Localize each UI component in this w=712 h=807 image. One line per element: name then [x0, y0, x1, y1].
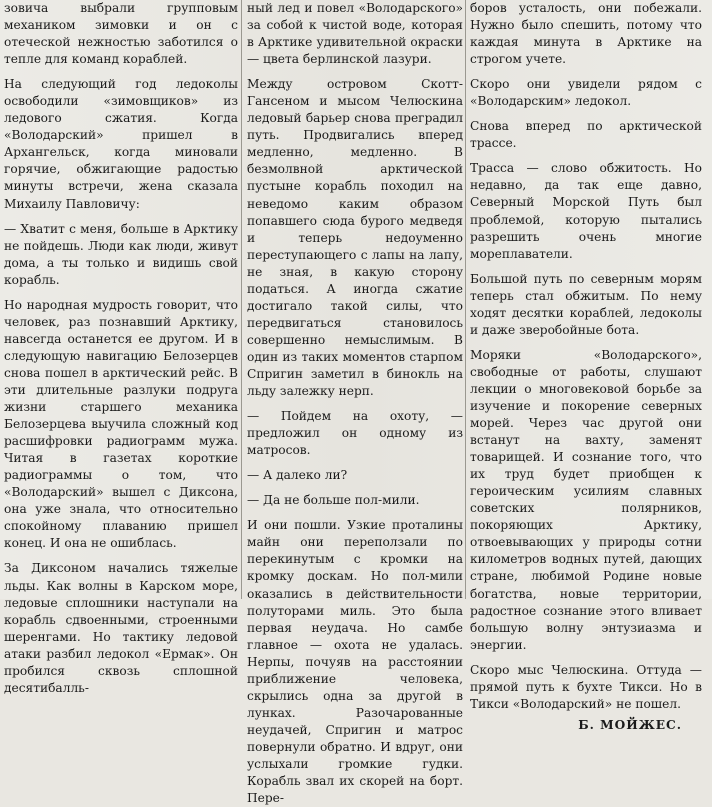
article-column-2 — [247, 0, 463, 806]
column-divider — [465, 0, 466, 599]
article-column-1 — [4, 0, 238, 695]
paragraph: На следующий год ледоколы освободили «зимовщиков» из ледового сжатия. Когда «Володарский» пришел в Архангельск, когда миновали горячие, обжигающие радостью минуты встречи, жена сказала Михаилу Павловичу: — [4, 77, 238, 211]
paragraph: — Пойдем на охоту, — предложил он одному из матросов. — [247, 409, 463, 458]
author-signature: Б. МОЙЖЕС. — [578, 717, 682, 732]
paragraph: Моряки «Володарского», свободные от работы, слушают лекции о многовековой борьбе за изучение и покорение северных морей. Через час другой они встанут на вахту, заменят товарищей. И сознание того, что их труд будет приобщен к героическим усилиям славных советских полярников, покоряющих Арктику, отвоевывающих у природы сотни километров водных путей, дающих стране, любимой Родине новые богатства, новые территории, радостное сознание этого вливает большую волну энтузиазма и энергии. — [470, 347, 702, 652]
paragraph: Скоро они увидели рядом с «Володарским» ледокол. — [470, 77, 702, 109]
paragraph: Между островом Скотт-Гансеном и мысом Челюскина ледовый барьер снова преградил путь. Продвигались вперед медленно, медленно. В безмолвной арктической пустыне корабль походил на неведомо каким образом попавшего сюда бурого медведя и теперь недоуменно переступающего с лапы на лапу, не зная, в какую сторону податься. А иногда сжатие достигало такой силы, что передвигаться становилось совершенно немыслимым. В один из таких моментов старпом Спригин заметил в бинокль на льду залежку нерп. — [247, 77, 463, 399]
paragraph: ный лед и повел «Володарского» за собой к чистой воде, которая в Арктике удивительной окраски — цвета берлинской лазури. — [247, 1, 463, 67]
paragraph: — Хватит с меня, больше в Арктику не пойдешь. Люди как люди, живут дома, а ты только и видишь свой корабль. — [4, 221, 238, 287]
column-divider — [241, 0, 242, 599]
paragraph: Но народная мудрость говорит, что человек, раз познавший Арктику, навсегда останется ее другом. И в следующую навигацию Белозерцев снова пошел в арктический рейс. В эти длительные разлуки подруга жизни старшего механика Белозерцева выучила сложный код расшифровки радиограмм мужа. Читая в газетах короткие радиограммы о том, что «Володарский» вышел с Диксона, она уже знала, что относительно спокойному плаванию пришел конец. И она не ошиблась. — [4, 297, 238, 551]
paragraph: И они пошли. Узкие проталины майн они переползали по перекинутым с кромки на кромку доскам. Но пол-мили оказались в действительности полуторами миль. Это была первая неудача. Но самбе главное — охота не удалась. Нерпы, почуяв на расстоянии приближение человека, скрылись одна за другой в лунках. Разочарованные неудачей, Спригин и матрос повернули обратно. И вдруг, они услыхали громкие гудки. Корабль звал их скорей на борт. Пере- — [247, 518, 463, 806]
paragraph: За Диксоном начались тяжелые льды. Как волны в Карском море, ледовые сплошники наступали на корабль сдвоенными, строенными шеренгами. Но тактику ледовой атаки разбил ледокол «Ермак». Он пробился сквозь сплошной десятибалль- — [4, 561, 238, 695]
paragraph: — Да не больше пол-мили. — [247, 493, 420, 508]
paragraph: Большой путь по северным морям теперь стал обжитым. По нему ходят десятки кораблей, ледоколы и даже зверобойные бота. — [470, 271, 702, 337]
paragraph: Снова вперед по арктической трассе. — [470, 119, 702, 151]
paragraph: боров усталость, они побежали. Нужно было спешить, потому что каждая минута в Арктике на строгом учете. — [470, 1, 702, 67]
paragraph: Трасса — слово обжитость. Но недавно, да так еще давно, Северный Морской Путь был проблемой, которую пытались разрешить очень многие мореплаватели. — [470, 161, 702, 261]
article-column-3 — [470, 0, 702, 732]
paragraph: — А далеко ли? — [247, 468, 348, 483]
paragraph: зовича выбрали групповым механиком зимовки и он с отеческой нежностью заботился о тепле для команд кораблей. — [4, 1, 238, 67]
paragraph: Скоро мыс Челюскина. Оттуда — прямой путь к бухте Тикси. Но в Тикси «Володарский» не пошел. — [470, 662, 702, 711]
